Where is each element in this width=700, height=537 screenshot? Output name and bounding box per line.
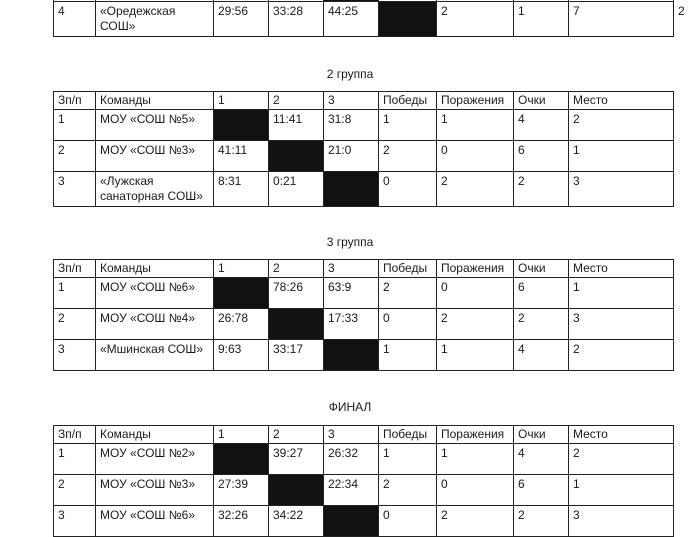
team-name: МОУ «СОШ №6» <box>96 278 214 309</box>
score-cell: 11:41 <box>269 110 324 141</box>
wins-cell: 1 <box>379 340 437 371</box>
wins-cell: 0 <box>379 506 437 537</box>
group3-table <box>53 259 674 371</box>
team-name: МОУ «СОШ №3» <box>96 475 214 506</box>
points-cell: 4 <box>514 340 569 371</box>
score-cell: 8:31 <box>214 172 269 207</box>
losses-cell: 1 <box>437 110 514 141</box>
points-cell: 6 <box>514 141 569 172</box>
blank-cell <box>214 444 269 475</box>
losses-cell: 2 <box>437 172 514 207</box>
score-cell: 34:22 <box>269 506 324 537</box>
header-number: Зп/п <box>54 260 96 278</box>
points-cell: 4 <box>514 110 569 141</box>
score-cell: 33:28 <box>269 2 324 37</box>
place-cell: 2 <box>569 340 674 371</box>
points-cell: 2 <box>514 506 569 537</box>
row-number: 2 <box>54 141 96 172</box>
table-row <box>54 141 674 172</box>
table-row <box>54 309 674 340</box>
score-cell: 17:33 <box>324 309 379 340</box>
row-number: 3 <box>54 172 96 207</box>
score-cell: 22:34 <box>324 475 379 506</box>
row-number: 2 <box>54 309 96 340</box>
score-cell: 63:9 <box>324 278 379 309</box>
blank-cell <box>214 110 269 141</box>
header-points: Очки <box>514 426 569 444</box>
place-cell: 3 <box>569 506 674 537</box>
losses-cell: 1 <box>437 340 514 371</box>
losses-cell: 1 <box>514 2 569 37</box>
header-col-3: 3 <box>324 92 379 110</box>
team-name: «Мшинская СОШ» <box>96 340 214 371</box>
place-cell: 2 <box>569 110 674 141</box>
blank-cell <box>269 309 324 340</box>
header-teams: Команды <box>96 260 214 278</box>
header-losses: Поражения <box>437 260 514 278</box>
score-cell: 26:78 <box>214 309 269 340</box>
losses-cell: 2 <box>437 506 514 537</box>
wins-cell: 1 <box>379 444 437 475</box>
blank-cell <box>324 506 379 537</box>
points-cell: 6 <box>514 475 569 506</box>
losses-cell: 2 <box>437 309 514 340</box>
points-cell: 2 <box>514 309 569 340</box>
wins-cell: 2 <box>379 141 437 172</box>
points-cell: 2 <box>514 172 569 207</box>
wins-cell: 1 <box>379 110 437 141</box>
blank-cell <box>269 141 324 172</box>
row-number: 3 <box>54 506 96 537</box>
header-points: Очки <box>514 92 569 110</box>
header-teams: Команды <box>96 426 214 444</box>
row-number: 1 <box>54 278 96 309</box>
group2-table <box>53 91 674 207</box>
team-name: «Оредежская СОШ» <box>96 2 214 37</box>
header-row <box>54 92 674 110</box>
score-cell: 41:11 <box>214 141 269 172</box>
header-row <box>54 426 674 444</box>
team-name: МОУ «СОШ №6» <box>96 506 214 537</box>
table-row <box>54 475 674 506</box>
blank-cell <box>269 475 324 506</box>
score-cell: 0:21 <box>269 172 324 207</box>
table-row <box>54 172 674 207</box>
table-row: 4 «Оредежская СОШ» 29:56 33:28 44:25 2 1 7 2 <box>54 2 674 37</box>
place-cell: 3 <box>569 309 674 340</box>
group2-title: 2 группа <box>326 67 374 81</box>
table-row <box>54 278 674 309</box>
row-number: 1 <box>54 444 96 475</box>
wins-cell: 2 <box>379 278 437 309</box>
place-cell: 2 <box>569 444 674 475</box>
losses-cell: 0 <box>437 475 514 506</box>
wins-cell: 0 <box>379 172 437 207</box>
score-cell: 78:26 <box>269 278 324 309</box>
header-col-2: 2 <box>269 426 324 444</box>
header-col-1: 1 <box>214 260 269 278</box>
header-wins: Победы <box>379 92 437 110</box>
place-cell: 1 <box>569 475 674 506</box>
blank-cell <box>379 2 437 37</box>
header-row <box>54 260 674 278</box>
wins-cell: 0 <box>379 309 437 340</box>
header-col-3: 3 <box>324 426 379 444</box>
losses-cell: 0 <box>437 141 514 172</box>
header-col-1: 1 <box>214 426 269 444</box>
blank-cell <box>324 172 379 207</box>
header-losses: Поражения <box>437 426 514 444</box>
header-number: Зп/п <box>54 426 96 444</box>
table-row <box>54 444 674 475</box>
blank-cell <box>214 278 269 309</box>
score-cell: 21:0 <box>324 141 379 172</box>
table-row <box>54 506 674 537</box>
final-title: ФИНАЛ <box>328 400 372 414</box>
table-row <box>54 110 674 141</box>
row-number: 4 <box>54 2 96 37</box>
team-name: МОУ «СОШ №2» <box>96 444 214 475</box>
place-cell: 1 <box>569 278 674 309</box>
header-place: Место <box>569 426 674 444</box>
place-cell: 3 <box>569 172 674 207</box>
header-col-2: 2 <box>269 260 324 278</box>
wins-cell: 2 <box>379 475 437 506</box>
header-teams: Команды <box>96 92 214 110</box>
score-cell: 26:32 <box>324 444 379 475</box>
team-name: «Лужская санаторная СОШ» <box>96 172 214 207</box>
score-cell: 44:25 <box>324 2 379 37</box>
header-losses: Поражения <box>437 92 514 110</box>
row-number: 1 <box>54 110 96 141</box>
header-col-3: 3 <box>324 260 379 278</box>
score-cell: 29:56 <box>214 2 269 37</box>
losses-cell: 0 <box>437 278 514 309</box>
wins-cell: 2 <box>437 2 514 37</box>
final-table <box>53 425 674 537</box>
score-cell: 31:8 <box>324 110 379 141</box>
blank-cell <box>324 340 379 371</box>
place-cell: 1 <box>569 141 674 172</box>
header-col-2: 2 <box>269 92 324 110</box>
points-cell: 6 <box>514 278 569 309</box>
header-wins: Победы <box>379 426 437 444</box>
header-place: Место <box>569 260 674 278</box>
points-cell: 7 <box>569 2 674 37</box>
header-col-1: 1 <box>214 92 269 110</box>
team-name: МОУ «СОШ №5» <box>96 110 214 141</box>
score-cell: 39:27 <box>269 444 324 475</box>
losses-cell: 1 <box>437 444 514 475</box>
row-number: 3 <box>54 340 96 371</box>
score-cell: 9:63 <box>214 340 269 371</box>
group3-title: 3 группа <box>326 235 374 249</box>
team-name: МОУ «СОШ №4» <box>96 309 214 340</box>
table-row <box>54 340 674 371</box>
points-cell: 4 <box>514 444 569 475</box>
header-number: Зп/п <box>54 92 96 110</box>
team-name: МОУ «СОШ №3» <box>96 141 214 172</box>
header-points: Очки <box>514 260 569 278</box>
row-number: 2 <box>54 475 96 506</box>
header-wins: Победы <box>379 260 437 278</box>
score-cell: 32:26 <box>214 506 269 537</box>
header-place: Место <box>569 92 674 110</box>
score-cell: 27:39 <box>214 475 269 506</box>
score-cell: 33:17 <box>269 340 324 371</box>
group1-table-partial <box>53 0 685 37</box>
